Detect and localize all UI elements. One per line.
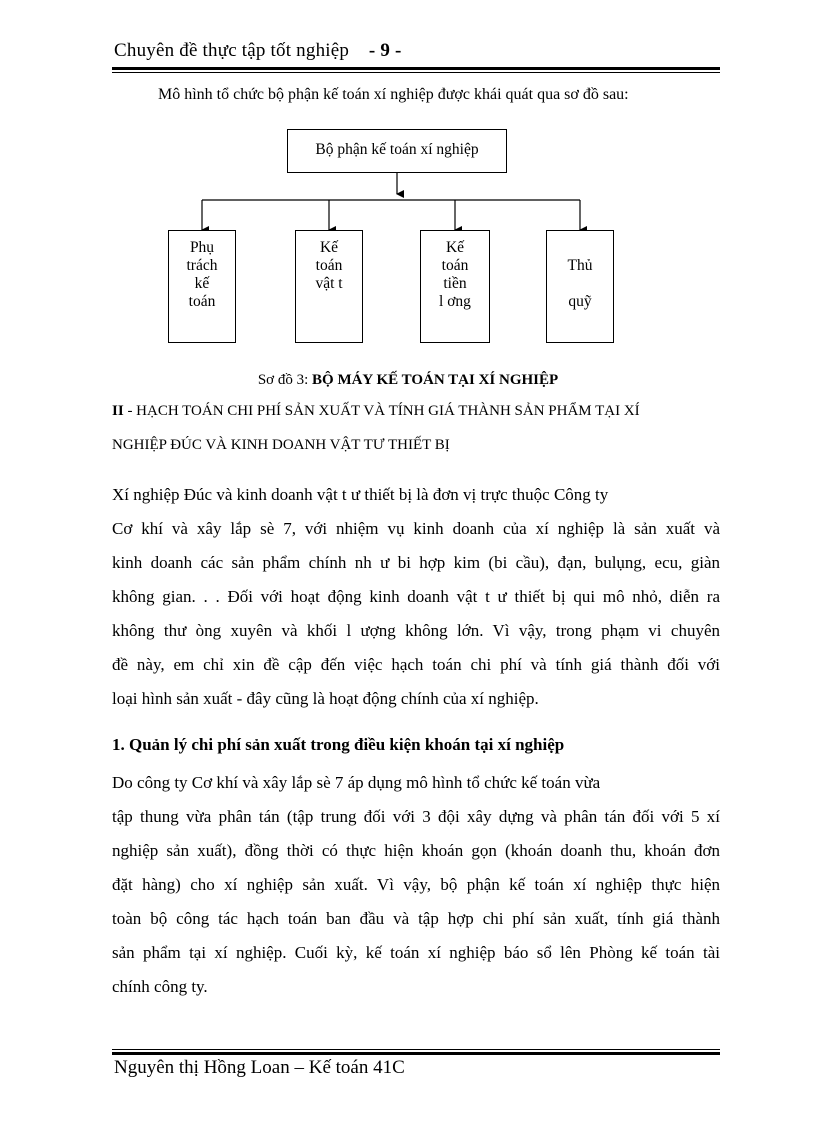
- footer-rule: [112, 1052, 720, 1055]
- org-box-child-3: [420, 230, 490, 343]
- paragraph-line: đề này, em chỉ xin đề cập đến việc hạch toán chi phí và tính giá thành đối với: [112, 655, 720, 674]
- org-box-child-2: [295, 230, 363, 343]
- paragraph-1: [112, 485, 720, 725]
- paragraph-line: không gian. . . Đối với hoạt động kinh doanh vật t ư thiết bị qui mô nhỏ, diễn ra: [112, 587, 720, 606]
- org-box-label: Kế toán tiền l ơng: [439, 239, 471, 310]
- intro-text: Mô hình tổ chức bộ phận kế toán xí nghiệp được khái quát qua sơ đồ sau:: [158, 86, 629, 103]
- caption-prefix: Sơ đồ 3:: [257, 372, 313, 388]
- paragraph-line: không thư òng xuyên và khối l ượng không lớn. Vì vậy, trong phạm vi chuyên: [112, 621, 720, 640]
- paragraph-line: chính công ty.: [112, 977, 208, 996]
- section-numeral: II: [112, 403, 124, 419]
- paragraph-line: kinh doanh các sản phẩm chính nh ư bi hợp kim (bi cầu), đạn, bulụng, ecu, giàn: [112, 553, 720, 572]
- section-title-line1: - HẠCH TOÁN CHI PHÍ SẢN XUẤT VÀ TÍNH GIÁ THÀNH SẢN PHẨM TẠI XÍ: [123, 403, 640, 419]
- paragraph-line: đặt hàng) cho xí nghiệp sản xuất. Vì vậy, bộ phận kế toán xí nghiệp thực hiện: [112, 875, 720, 894]
- subheading-1: 1. Quản lý chi phí sản xuất trong điều kiện khoán tại xí nghiệp: [112, 735, 565, 754]
- org-box-top-label: Bộ phận kế toán xí nghiệp: [315, 141, 479, 158]
- org-box-child-1: [168, 230, 236, 343]
- paragraph-line: Xí nghiệp Đúc và kinh doanh vật t ư thiết bị là đơn vị trực thuộc Công ty: [112, 485, 609, 504]
- caption-title: BỘ MÁY KẾ TOÁN TẠI XÍ NGHIỆP: [312, 372, 559, 388]
- org-box-label: Thủ quỹ: [567, 257, 593, 310]
- page-footer: Nguyên thị Hồng Loan – Kế toán 41C: [114, 1057, 405, 1078]
- paragraph-line: nghiệp sản xuất), đồng thời có thực hiện khoán gọn (khoán doanh thu, khoán đơn: [112, 841, 720, 860]
- header-title: Chuyên đề thực tập tốt nghiệp: [114, 40, 350, 61]
- org-box-label: Phụ trách kế toán: [186, 239, 218, 310]
- page-number: - 9 -: [368, 40, 402, 61]
- org-chart-connectors: [0, 0, 816, 400]
- diagram-caption: [0, 372, 816, 389]
- org-box-top: [287, 129, 507, 173]
- section-heading: [112, 403, 720, 463]
- paragraph-line: Cơ khí và xây lắp sè 7, với nhiệm vụ kinh doanh của xí nghiệp là sản xuất và: [112, 519, 720, 538]
- paragraph-line: toàn bộ công tác hạch toán ban đầu và tập hợp chi phí sản xuất, tính giá thành: [112, 909, 720, 928]
- paragraph-2: [112, 773, 720, 1013]
- org-box-label: Kế toán vật t: [315, 239, 343, 292]
- paragraph-line: Do công ty Cơ khí và xây lắp sè 7 áp dụng mô hình tổ chức kế toán vừa: [112, 773, 601, 792]
- org-box-child-4: [546, 230, 614, 343]
- paragraph-line: loại hình sản xuất - đây cũng là hoạt động chính của xí nghiệp.: [112, 689, 539, 708]
- footer-rule-thin: [112, 1049, 720, 1050]
- paragraph-line: tập thung vừa phân tán (tập trung đối với 3 đội xây dựng và phân tán đối với 5 xí: [112, 807, 720, 826]
- section-title-line2: NGHIỆP ĐÚC VÀ KINH DOANH VẬT TƯ THIẾT BỊ: [112, 437, 450, 453]
- paragraph-line: sản phẩm tại xí nghiệp. Cuối kỳ, kế toán xí nghiệp báo sổ lên Phòng kế toán tài: [112, 943, 720, 962]
